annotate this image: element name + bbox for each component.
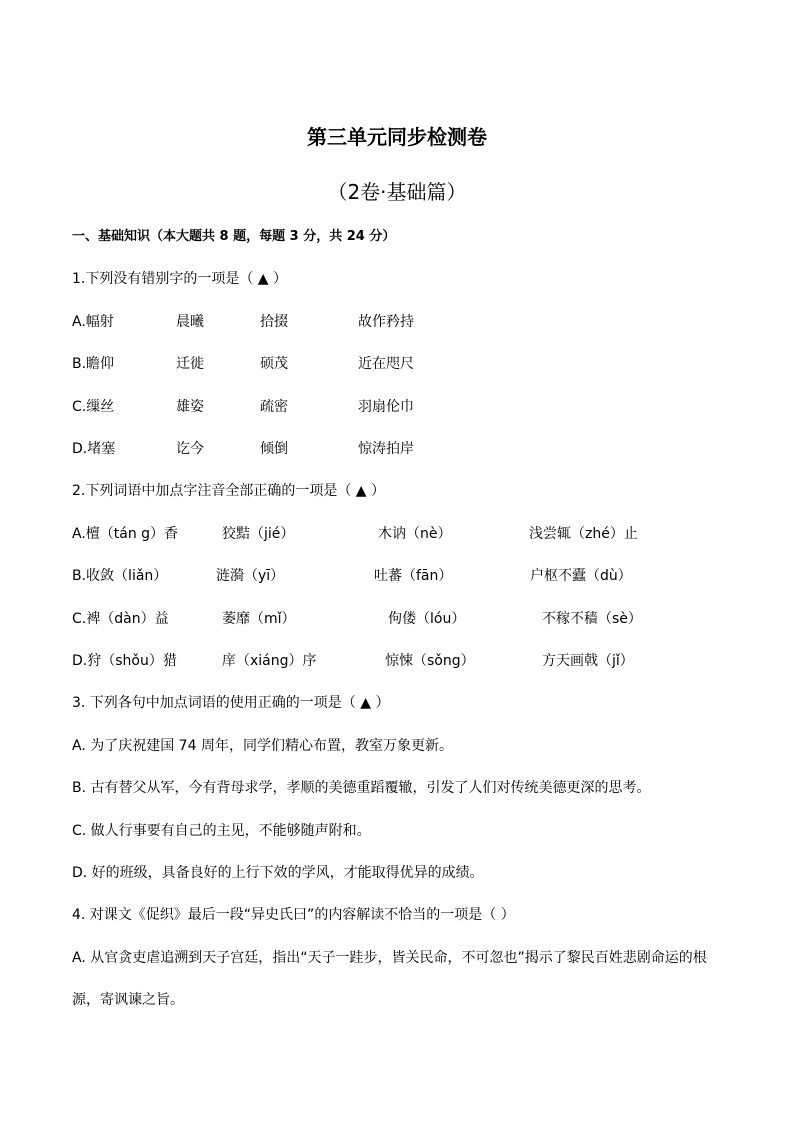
q1-b-word-1: B.瞻仰: [72, 356, 115, 372]
q1-a-word-1: A.幅射: [72, 314, 114, 330]
q2-b-word-1: B.收敛（liǎn）: [72, 568, 168, 584]
q2-a-word-2: 狡黠（jié）: [222, 526, 295, 542]
q1-option-a: [72, 312, 752, 332]
question-4-stem: 4. 对课文《促织》最后一段“异史氏曰”的内容解读不恰当的一项是（ ）: [72, 907, 515, 923]
question-3-stem: 3. 下列各句中加点词语的使用正确的一项是（ ▲ ）: [72, 695, 390, 711]
question-2-stem: 2.下列词语中加点字注音全部正确的一项是（ ▲ ）: [72, 483, 386, 499]
q2-c-word-2: 萎靡（mǐ）: [222, 611, 296, 627]
q1-a-word-2: 晨曦: [176, 314, 204, 330]
q1-c-word-1: C.缫丝: [72, 399, 115, 415]
q2-b-word-4: 户枢不蠹（dù）: [530, 568, 632, 584]
q2-option-d: [72, 651, 752, 671]
q2-option-a: [72, 524, 752, 544]
section-header: 一、基础知识（本大题共 8 题，每题 3 分，共 24 分）: [72, 229, 396, 244]
q1-d-word-3: 倾倒: [260, 441, 288, 457]
q2-b-word-3: 吐蕃（fān）: [374, 568, 453, 584]
q1-option-d: [72, 439, 752, 459]
q3-option-d: D. 好的班级，具备良好的上行下效的学风，才能取得优异的成绩。: [72, 865, 484, 881]
q1-c-word-4: 羽扇伦巾: [358, 399, 414, 415]
q1-a-word-3: 拾掇: [260, 314, 288, 330]
q2-c-word-4: 不稼不穑（sè）: [542, 611, 642, 627]
q4-option-a: A. 从官贪吏虐追溯到天子宫廷，指出“天子一跬步，皆关民命，不可忽也”揭示了黎民百姓悲剧命运的根源，寄讽谏之旨。: [72, 950, 707, 1008]
q2-d-word-1: D.狩（shǒu）猎: [72, 653, 177, 669]
q3-option-b: B. 古有替父从军，今有背母求学，孝顺的美德重蹈覆辙，引发了人们对传统美德更深的思考。: [72, 780, 651, 796]
q1-b-word-2: 迁徙: [176, 356, 204, 372]
q2-option-b: [72, 566, 752, 586]
q1-c-word-3: 疏密: [260, 399, 288, 415]
question-1-stem: 1.下列没有错别字的一项是（ ▲ ）: [72, 271, 288, 287]
q2-b-word-2: 涟漪（yī）: [216, 568, 285, 584]
q1-b-word-4: 近在咫尺: [358, 356, 414, 372]
q1-d-word-1: D.堵塞: [72, 441, 116, 457]
q1-d-word-2: 讫今: [176, 441, 204, 457]
q1-a-word-4: 故作矜持: [358, 314, 414, 330]
q1-option-b: [72, 354, 752, 374]
q2-d-word-4: 方天画戟（jǐ）: [542, 653, 634, 669]
q2-a-word-1: A.檀（tán g）香: [72, 526, 179, 542]
q1-c-word-2: 雄姿: [176, 399, 204, 415]
q3-option-a: A. 为了庆祝建国 74 周年，同学们精心布置，教室万象更新。: [72, 738, 453, 754]
q2-a-word-3: 木讷（nè）: [378, 526, 452, 542]
q2-d-word-2: 庠（xiáng）序: [222, 653, 317, 669]
q1-option-c: [72, 397, 752, 417]
page-subtitle: （2卷·基础篇）: [327, 180, 467, 204]
page-title: 第三单元同步检测卷: [307, 125, 487, 149]
q2-option-c: [72, 609, 752, 629]
q2-c-word-3: 佝偻（lóu）: [388, 611, 466, 627]
q2-d-word-3: 惊悚（sǒng）: [385, 653, 475, 669]
q2-c-word-1: C.裨（dàn）益: [72, 611, 169, 627]
q1-b-word-3: 硕茂: [260, 356, 288, 372]
q3-option-c: C. 做人行事要有自己的主见，不能够随声附和。: [72, 823, 371, 839]
q2-a-word-4: 浅尝辄（zhé）止: [529, 526, 638, 542]
q1-d-word-4: 惊涛拍岸: [358, 441, 414, 457]
